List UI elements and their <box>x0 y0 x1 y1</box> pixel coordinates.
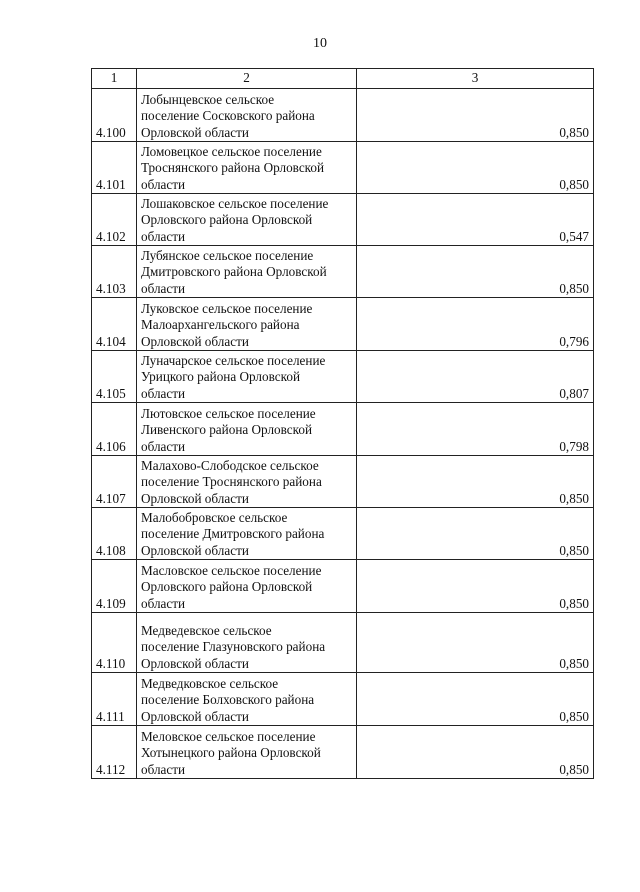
settlement-name-line: Урицкого района Орловской <box>141 369 301 384</box>
coefficient-value: 0,850 <box>357 613 594 673</box>
column-header-1: 1 <box>92 69 137 89</box>
settlement-name-line: Дмитровского района Орловской <box>141 264 327 279</box>
row-number: 4.102 <box>92 194 137 246</box>
settlement-name-line: поселение Глазуновского района <box>141 639 326 654</box>
settlement-name-line: Лубянское сельское поселение <box>141 247 314 263</box>
settlement-name-line: области <box>141 761 186 777</box>
settlement-name <box>137 560 357 613</box>
settlement-name-line: Орловской области <box>141 333 249 349</box>
settlement-name-line: Орловского района Орловской <box>141 212 313 227</box>
table-row <box>92 89 594 142</box>
table-row <box>92 246 594 298</box>
coefficient-value: 0,850 <box>357 673 594 726</box>
settlement-name-line: Лютовское сельское поселение <box>141 405 316 421</box>
row-number: 4.105 <box>92 351 137 403</box>
row-number: 4.104 <box>92 298 137 351</box>
table-header-row <box>92 69 594 89</box>
settlement-name-line: Малоархангельского района <box>141 317 300 332</box>
coefficient-value: 0,547 <box>357 194 594 246</box>
table-row <box>92 194 594 246</box>
settlement-name-line: Орловской области <box>141 542 249 558</box>
settlement-name-line: Медведевское сельское <box>141 622 272 638</box>
table-row <box>92 673 594 726</box>
coefficient-value: 0,796 <box>357 298 594 351</box>
table-row <box>92 456 594 508</box>
settlement-name-line: области <box>141 438 186 454</box>
settlement-name-line: Меловское сельское поселение <box>141 728 316 744</box>
coefficient-value: 0,850 <box>357 508 594 560</box>
settlement-name-line: Медведковское сельское <box>141 675 279 691</box>
settlement-name <box>137 194 357 246</box>
settlement-name-line: Орловской области <box>141 708 249 724</box>
settlement-name-line: поселение Болховского района <box>141 692 315 707</box>
settlement-name-line: Орловской области <box>141 124 249 140</box>
settlement-name <box>137 508 357 560</box>
table-row <box>92 403 594 456</box>
column-header-3: 3 <box>357 69 594 89</box>
settlement-name-line: Малахово-Слободское сельское <box>141 457 319 473</box>
table-row <box>92 142 594 194</box>
coefficient-value: 0,850 <box>357 456 594 508</box>
row-number: 4.110 <box>92 613 137 673</box>
settlement-name <box>137 613 357 673</box>
coefficient-value: 0,850 <box>357 142 594 194</box>
coefficient-value: 0,850 <box>357 89 594 142</box>
table-row <box>92 298 594 351</box>
settlement-name-line: Ливенского района Орловской <box>141 422 313 437</box>
settlement-name <box>137 351 357 403</box>
settlement-name-line: Орловской области <box>141 490 249 506</box>
settlement-name-line: поселение Сосковского района <box>141 108 315 123</box>
settlement-name-line: Луковское сельское поселение <box>141 300 313 316</box>
coefficient-value: 0,798 <box>357 403 594 456</box>
coefficient-value: 0,807 <box>357 351 594 403</box>
settlement-name <box>137 673 357 726</box>
page-number: 10 <box>313 36 327 51</box>
settlement-name-line: Малобобровское сельское <box>141 509 288 525</box>
settlement-name-line: Луначарское сельское поселение <box>141 352 326 368</box>
row-number: 4.107 <box>92 456 137 508</box>
coefficients-table <box>91 68 594 779</box>
settlement-name-line: области <box>141 228 186 244</box>
settlement-name-line: Лошаковское сельское поселение <box>141 195 329 211</box>
table-row <box>92 613 594 673</box>
settlement-name <box>137 89 357 142</box>
table-body <box>92 69 594 779</box>
settlement-name-line: области <box>141 280 186 296</box>
row-number: 4.106 <box>92 403 137 456</box>
settlement-name <box>137 456 357 508</box>
settlement-name-line: Хотынецкого района Орловской <box>141 745 321 760</box>
coefficient-value: 0,850 <box>357 246 594 298</box>
settlement-name <box>137 726 357 779</box>
row-number: 4.108 <box>92 508 137 560</box>
table-row <box>92 560 594 613</box>
settlement-name <box>137 298 357 351</box>
settlement-name-line: области <box>141 176 186 192</box>
settlement-name <box>137 142 357 194</box>
column-header-2: 2 <box>137 69 357 89</box>
row-number: 4.101 <box>92 142 137 194</box>
row-number: 4.100 <box>92 89 137 142</box>
settlement-name-line: Лобынцевское сельское <box>141 91 275 107</box>
settlement-name-line: области <box>141 385 186 401</box>
coefficient-value: 0,850 <box>357 726 594 779</box>
settlement-name-line: поселение Троснянского района <box>141 474 322 489</box>
coefficient-value: 0,850 <box>357 560 594 613</box>
settlement-name-line: поселение Дмитровского района <box>141 526 325 541</box>
settlement-name <box>137 403 357 456</box>
settlement-name-line: Масловское сельское поселение <box>141 562 322 578</box>
settlement-name-line: Орловской области <box>141 655 249 671</box>
settlement-name-line: области <box>141 595 186 611</box>
row-number: 4.111 <box>92 673 137 726</box>
table-row <box>92 726 594 779</box>
table-row <box>92 508 594 560</box>
settlement-name-line: Ломовецкое сельское поселение <box>141 143 322 159</box>
row-number: 4.109 <box>92 560 137 613</box>
settlement-name <box>137 246 357 298</box>
row-number: 4.112 <box>92 726 137 779</box>
settlement-name-line: Орловского района Орловской <box>141 579 313 594</box>
row-number: 4.103 <box>92 246 137 298</box>
settlement-name-line: Троснянского района Орловской <box>141 160 325 175</box>
table-row <box>92 351 594 403</box>
